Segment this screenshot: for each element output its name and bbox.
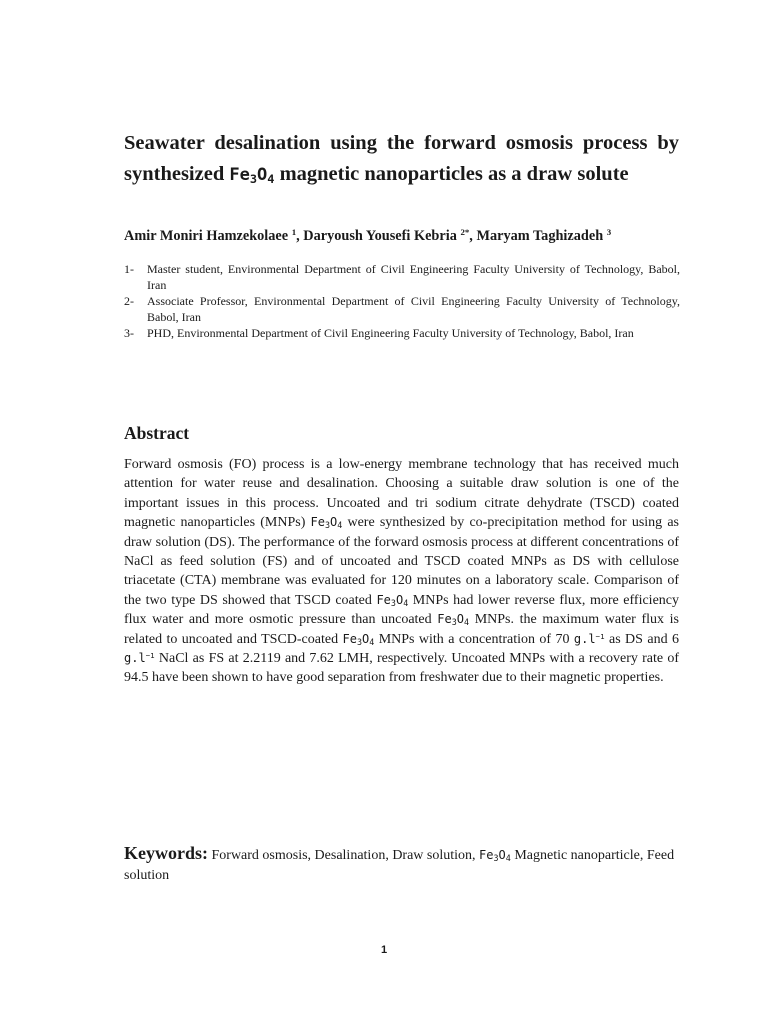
- formula-subscript: 4: [464, 617, 470, 628]
- formula-subscript: 3: [451, 617, 457, 628]
- formula-symbol: O: [395, 592, 404, 607]
- formula-symbol: O: [498, 848, 506, 862]
- title-line-1: Seawater desalination using the forward osmosis process by: [124, 132, 679, 154]
- affiliation-number: 2-: [124, 294, 134, 308]
- author-name: Amir Moniri Hamzekolaee: [124, 228, 289, 244]
- formula-symbol: Fe: [437, 612, 452, 627]
- affiliation-item: [124, 293, 680, 325]
- author-mark: 2*: [460, 227, 470, 238]
- unit-exponent: −1: [145, 650, 155, 660]
- formula-subscript: 4: [403, 597, 409, 608]
- affiliation-text: Associate Professor, Environmental Department of Civil Engineering Faculty University of Technology, Babol, Iran: [147, 294, 680, 324]
- formula-symbol: Fe: [342, 631, 357, 646]
- chemical-formula: [343, 632, 375, 646]
- formula-symbol: O: [330, 515, 338, 530]
- title-text: magnetic nanoparticles as a draw solute: [274, 163, 629, 185]
- keywords-text: Forward osmosis, Desalination, Draw solution,: [208, 848, 480, 863]
- chemical-formula: [437, 612, 469, 626]
- formula-symbol: O: [257, 165, 268, 185]
- author-name: Maryam Taghizadeh: [476, 228, 604, 244]
- unit-expression: [124, 651, 155, 665]
- abstract-heading: Abstract: [124, 423, 190, 443]
- affiliation-item: [124, 325, 680, 341]
- keywords-section: [124, 843, 680, 886]
- keywords-label: Keywords:: [124, 843, 208, 863]
- author-name: Daryoush Yousefi Kebria: [303, 228, 457, 244]
- formula-symbol: O: [362, 631, 370, 646]
- affiliation-list: [124, 261, 680, 341]
- formula-symbol: Fe: [376, 592, 391, 607]
- affiliation-text: Master student, Environmental Department of Civil Engineering Faculty University of Technology, Babol, Iran: [147, 262, 680, 292]
- formula-subscript: 3: [324, 520, 331, 531]
- chemical-formula: [376, 593, 408, 607]
- author-mark: 3: [606, 227, 612, 238]
- formula-subscript: 4: [505, 853, 511, 864]
- unit-base: g.l: [573, 631, 596, 646]
- formula-symbol: Fe: [479, 848, 494, 862]
- abstract-body: [124, 455, 679, 688]
- abstract-text: Forward osmosis (FO) process is a low-energy membrane technology that has received much attention for water reuse and desalination. Choosing a suitable draw solution is one of the important issues in this process. Uncoated and tri sodium citrate dehydrate (TSCD) coated magnetic nanoparticles (MNPs): [124, 457, 679, 531]
- formula-subscript: 3: [249, 171, 258, 186]
- formula-subscript: 3: [493, 853, 499, 864]
- title-formula: [229, 165, 274, 185]
- affiliation-number: 1-: [124, 262, 134, 276]
- unit-exponent: −1: [595, 631, 605, 641]
- paper-title: [124, 128, 679, 191]
- chemical-formula: [479, 848, 511, 862]
- unit-base: g.l: [124, 651, 146, 666]
- abstract-text: NaCl as FS at 2.2119 and 7.62 LMH, respectively. Uncoated MNPs with a recovery rate of 94.5 have been shown to have good separation from freshwater due to their magnetic properties.: [124, 651, 679, 686]
- author-mark: 1: [291, 227, 297, 238]
- unit-expression: [574, 632, 605, 646]
- chemical-formula: [311, 515, 343, 529]
- title-line-2: [124, 159, 679, 191]
- formula-symbol: Fe: [229, 165, 250, 185]
- formula-symbol: O: [456, 612, 465, 627]
- title-text: synthesized: [124, 163, 230, 185]
- formula-subscript: 3: [356, 636, 362, 647]
- abstract-text: MNPs. the maximum water flux is related to uncoated and TSCD-coated: [124, 612, 679, 647]
- formula-subscript: 4: [337, 520, 343, 531]
- keywords-text: Magnetic nanoparticle, Feed solution: [124, 848, 675, 883]
- affiliation-number: 3-: [124, 326, 134, 340]
- page-number: 1: [380, 944, 388, 956]
- abstract-text: were synthesized by co-precipitation method for using as draw solution (DS). The performance of the forward osmosis process at different concentrations of NaCl as feed solution (FS) and of uncoated and TSCD coated MNPs as DS with cellulose triacetate (CTA) membrane was evaluated for 120 minutes on a laboratory scale. Comparison of the two type DS showed that TSCD coated: [124, 515, 680, 608]
- abstract-text: MNPs with a concentration of 70: [374, 631, 574, 647]
- affiliation-text: PHD, Environmental Department of Civil Engineering Faculty University of Technology, Babol, Iran: [147, 326, 634, 340]
- affiliation-item: [124, 261, 680, 293]
- abstract-text: as DS and 6: [604, 631, 679, 647]
- abstract-text: MNPs had lower reverse flux, more efficiency flux water and more osmotic pressure than uncoated: [124, 592, 679, 628]
- formula-subscript: 4: [267, 171, 275, 186]
- author-list: Amir Moniri Hamzekolaee $^1$, Daryoush Yousefi Kebria $^{2*}$, Maryam Taghizadeh $^3$: [124, 227, 612, 244]
- formula-subscript: 3: [390, 597, 396, 608]
- formula-subscript: 4: [369, 636, 375, 647]
- formula-symbol: Fe: [310, 515, 325, 530]
